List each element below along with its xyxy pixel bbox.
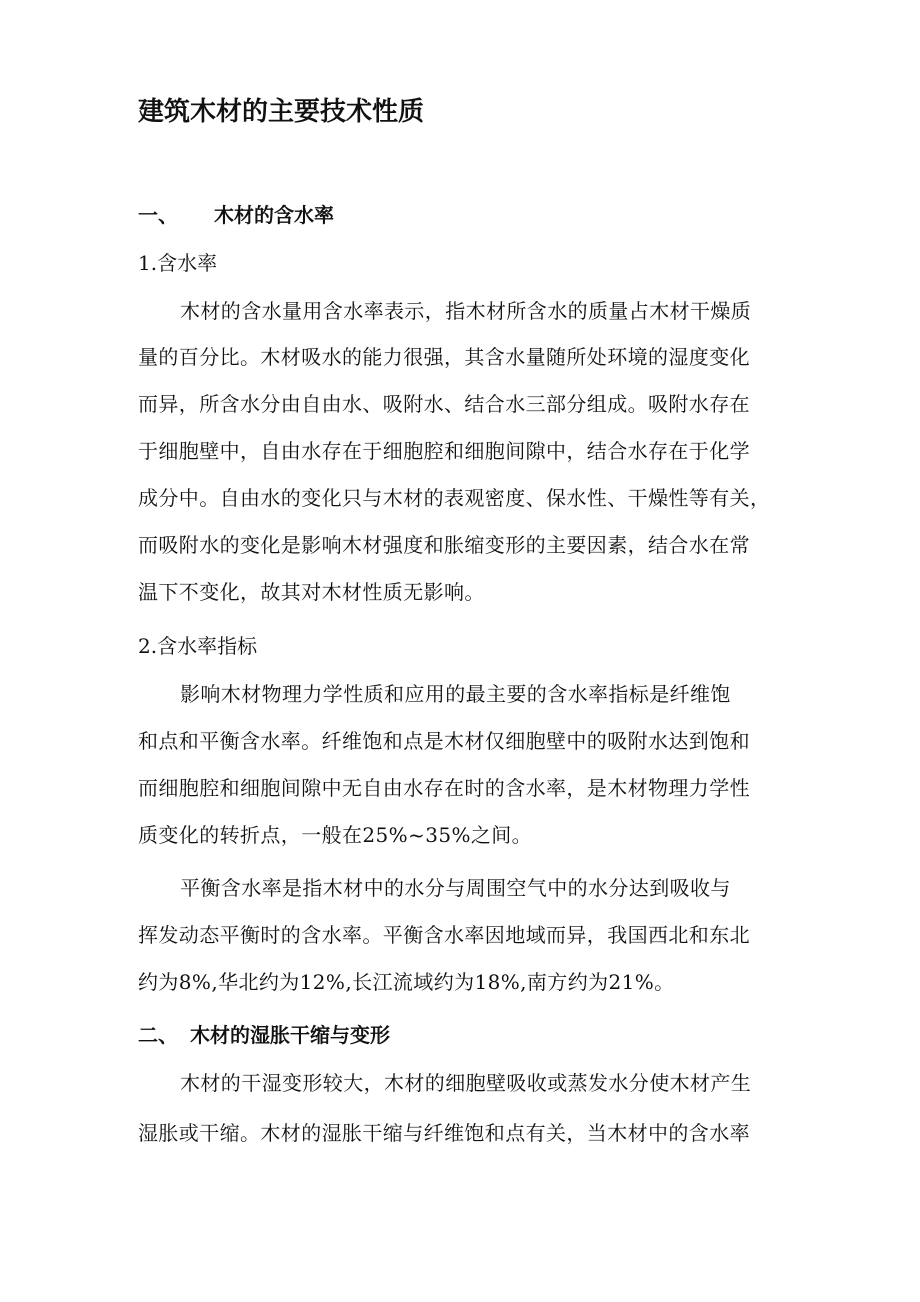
paragraph-line: 和点和平衡含水率。纤维饱和点是木材仅细胞壁中的吸附水达到饱和 (138, 729, 750, 753)
paragraph-line: 而吸附水的变化是影响木材强度和胀缩变形的主要因素，结合水在常 (138, 533, 750, 557)
subsection-1-label: 1.含水率 (138, 251, 218, 275)
paragraph-line: 于细胞壁中，自由水存在于细胞腔和细胞间隙中，结合水存在于化学 (138, 439, 750, 463)
section-1-title: 木材的含水率 (214, 203, 334, 227)
paragraph-line: 木材的含水量用含水率表示，指木材所含水的质量占木材干燥质 (180, 299, 752, 323)
section-2-title: 木材的湿胀干缩与变形 (190, 1023, 390, 1047)
paragraph-line: 平衡含水率是指木材中的水分与周围空气中的水分达到吸收与 (180, 876, 731, 900)
section-2-number: 二、 (138, 1023, 178, 1047)
paragraph-line: 挥发动态平衡时的含水率。平衡含水率因地域而异，我国西北和东北 (138, 923, 750, 947)
paragraph-line: 质变化的转折点，一般在25%~35%之间。 (138, 823, 533, 847)
paragraph-line: 温下不变化，故其对木材性质无影响。 (138, 580, 485, 604)
paragraph-line: 约为8%,华北约为12%,长江流域约为18%,南方约为21%。 (138, 970, 675, 994)
paragraph-line: 而异，所含水分由自由水、吸附水、结合水三部分组成。吸附水存在 (138, 392, 750, 416)
paragraph-line: 量的百分比。木材吸水的能力很强，其含水量随所处环境的湿度变化 (138, 345, 750, 369)
paragraph-line: 成分中。自由水的变化只与木材的表观密度、保水性、干燥性等有关， (138, 486, 771, 510)
paragraph-line: 湿胀或干缩。木材的湿胀干缩与纤维饱和点有关，当木材中的含水率 (138, 1121, 750, 1145)
paragraph-line: 而细胞腔和细胞间隙中无自由水存在时的含水率，是木材物理力学性 (138, 776, 750, 800)
section-1-number: 一、 (138, 203, 178, 227)
subsection-2-label: 2.含水率指标 (138, 634, 258, 658)
document-title: 建筑木材的主要技术性质 (138, 97, 425, 127)
section-1-heading (138, 200, 334, 230)
section-2-heading (138, 1020, 390, 1050)
paragraph-line: 影响木材物理力学性质和应用的最主要的含水率指标是纤维饱 (180, 682, 731, 706)
paragraph-line: 木材的干湿变形较大，木材的细胞壁吸收或蒸发水分使木材产生 (180, 1071, 752, 1095)
